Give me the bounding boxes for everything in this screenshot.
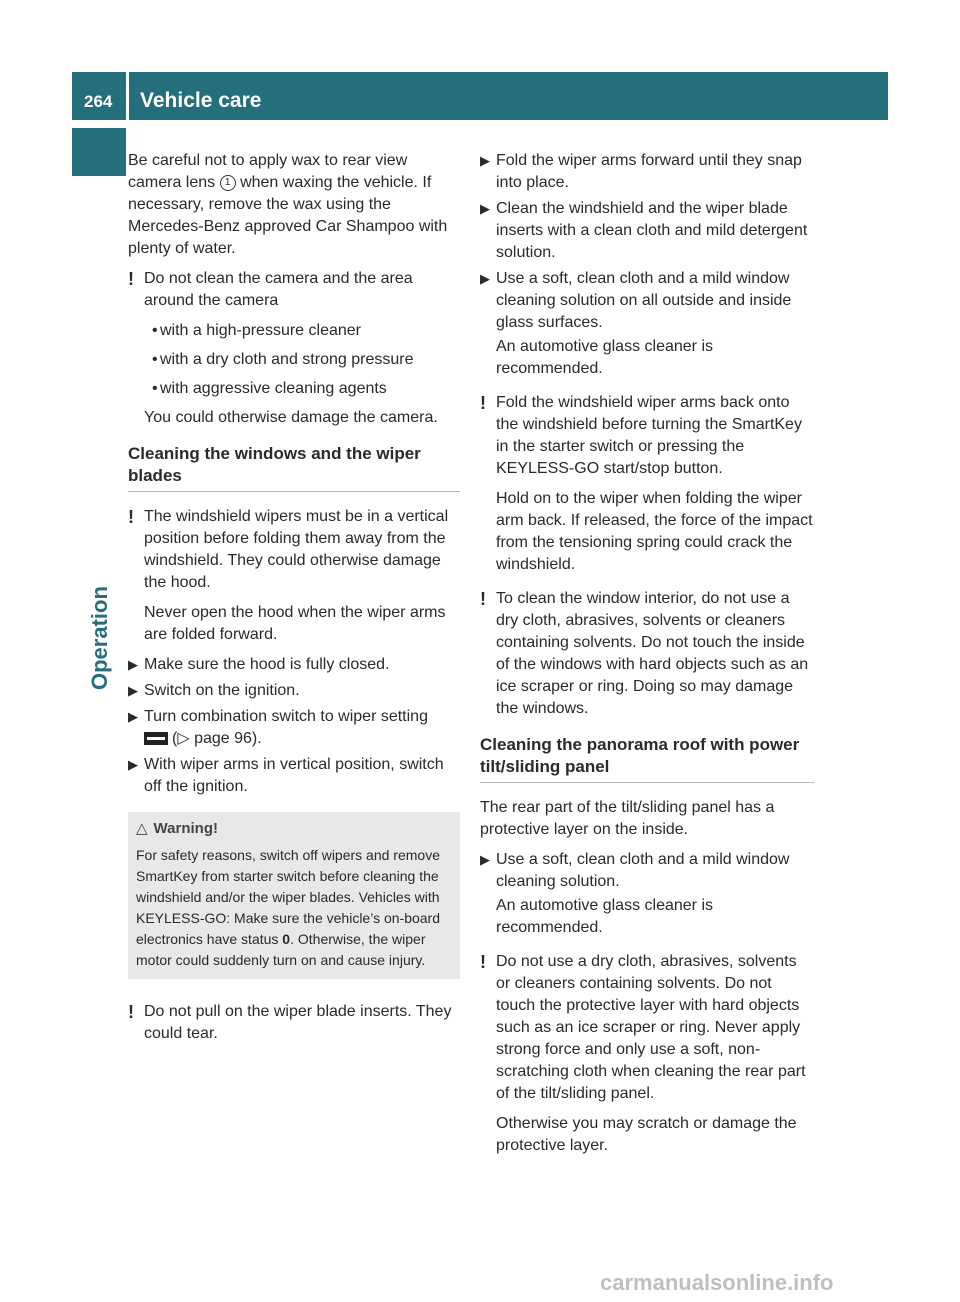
step-item: ▶ With wiper arms in vertical position, switch off the ignition.: [128, 756, 444, 795]
arrow-icon: ▶: [480, 201, 490, 216]
right-column: [480, 150, 814, 1165]
list-item: • with a high-pressure cleaner: [152, 322, 361, 339]
exclamation-icon: !: [480, 589, 486, 609]
wiper-interval-icon: [144, 732, 168, 745]
side-tab-label: Operation: [87, 586, 112, 690]
arrow-icon: ▶: [128, 757, 138, 772]
intro-paragraph: Be careful not to apply wax to rear view camera lens 1 when waxing the vehicle. If necessary, remove the wax using the Mercedes-Benz approved Car Shampoo with plenty of water.: [128, 152, 448, 257]
arrow-icon: ▶: [128, 657, 138, 672]
step-item: ▶ Switch on the ignition.: [128, 680, 460, 702]
exclamation-icon: !: [128, 269, 134, 289]
page-title: Vehicle care: [140, 89, 262, 112]
header-separator: [126, 72, 129, 120]
step-item: ▶ Clean the windshield and the wiper blade inserts with a clean cloth and mild detergent solution.: [480, 200, 808, 261]
page-number: 264: [84, 92, 113, 111]
note-blade-inserts: ! Do not pull on the wiper blade inserts. They could tear.: [128, 1002, 452, 1042]
step-item: ▶ Turn combination switch to wiper setting (▷ page 96).: [128, 708, 428, 747]
exclamation-icon: !: [480, 393, 486, 413]
bullet-list: [144, 320, 460, 400]
arrow-icon: ▶: [480, 271, 490, 286]
section-heading: Cleaning the panorama roof with power tilt/sliding panel: [480, 734, 814, 783]
arrow-icon: ▶: [480, 852, 490, 867]
lens-marker-icon: 1: [220, 175, 236, 191]
arrow-icon: ▶: [480, 153, 490, 168]
note-fold-back: ! Fold the windshield wiper arms back onto the windshield before turning the SmartKey in the starter switch or pressing the KEYLESS-GO start/stop button. Hold on to the wiper when folding the wiper arm back. If released, the force of the impact from the tensioning spring could crack the windshield.: [480, 393, 813, 573]
exclamation-icon: !: [128, 1002, 134, 1022]
exclamation-icon: !: [480, 952, 486, 972]
step-item: ▶ Use a soft, clean cloth and a mild window cleaning solution on all outside and inside glass surfaces. An automotive glass cleaner is recommended.: [480, 270, 792, 377]
watermark: carmanualsonline.info: [600, 1270, 834, 1295]
exclamation-icon: !: [128, 507, 134, 527]
note-camera: ! Do not clean the camera and the area around the camera • with a high-pressure cleaner • with a dry cloth and strong pressure • with aggressive cleaning agents You could otherwise damage the camera.: [128, 268, 460, 429]
list-item: • with aggressive cleaning agents: [152, 380, 387, 397]
section-heading: Cleaning the windows and the wiper blades: [128, 443, 460, 492]
step-item: ▶ Use a soft, clean cloth and a mild window cleaning solution. An automotive glass cleaner is recommended.: [480, 851, 790, 936]
step-item: ▶ Fold the wiper arms forward until they snap into place.: [480, 152, 802, 191]
warning-heading: △ Warning!: [136, 820, 218, 837]
warning-triangle-icon: △: [136, 820, 148, 837]
arrow-icon: ▶: [128, 709, 138, 724]
note-wipers: ! The windshield wipers must be in a vertical position before folding them away from the windshield. They could otherwise damage the hood. Never open the hood when the wiper arms are folded forward.: [128, 507, 449, 643]
arrow-icon: ▶: [128, 683, 138, 698]
note-protective-layer: ! Do not use a dry cloth, abrasives, solvents or cleaners containing solvents. Do not touch the protective layer with hard objects such as an ice scraper or ring. Never apply strong force and only use a soft, non-scratching cloth when cleaning the rear part of the tilt/sliding panel. Otherwise you may scratch or damage the protective layer.: [480, 952, 806, 1154]
step-item: ▶ Make sure the hood is fully closed.: [128, 654, 460, 676]
note-window-interior: ! To clean the window interior, do not use a dry cloth, abrasives, solvents or cleaners containing solvents. Do not touch the inside of the windows with hard objects such as an ice scraper or ring. Doing so may damage the windows.: [480, 589, 809, 717]
side-tab: [72, 128, 126, 176]
list-item: • with a dry cloth and strong pressure: [152, 351, 414, 368]
warning-box: [128, 812, 460, 979]
intro-paragraph: The rear part of the tilt/sliding panel has a protective layer on the inside.: [480, 799, 775, 838]
left-column: [128, 150, 460, 1053]
warning-text: For safety reasons, switch off wipers and remove SmartKey from starter switch before cleaning the windshield and/or the wiper blades. Vehicles with KEYLESS-GO: Make sure the vehicle’s on-board electronics have status 0. Otherwise, the wiper motor could suddenly turn on and cause injury.: [136, 847, 441, 968]
